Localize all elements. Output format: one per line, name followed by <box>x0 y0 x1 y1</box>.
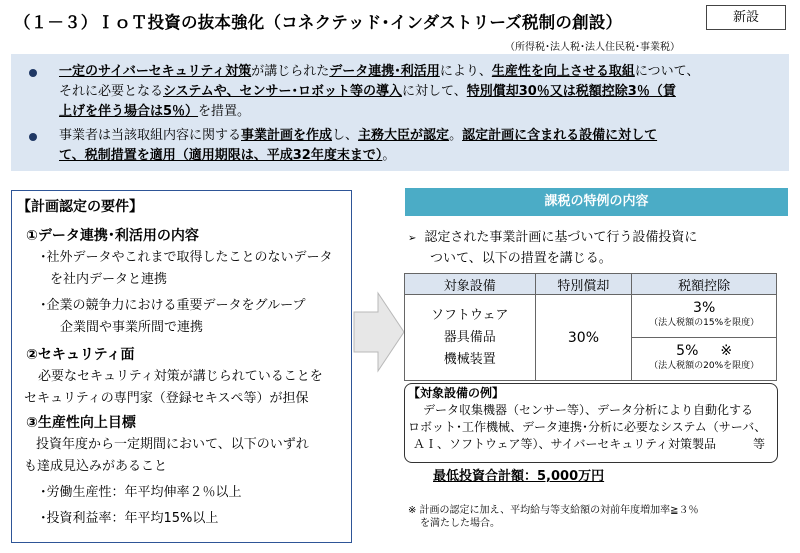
depreciation-cell: 30% <box>535 295 632 381</box>
body-text: に対して、 <box>401 84 467 99</box>
new-badge: 新設 <box>706 5 786 30</box>
requirement-text: ･投資利益率：年平均15%以上 <box>40 511 219 526</box>
body-text: それに必要となる <box>59 84 164 99</box>
emphasis-text: 特別償却30％又は税額控除3％（賃 <box>466 84 676 99</box>
bullet-icon <box>29 69 37 77</box>
examples-line: ロボット･工作機械、データ連携･分析に必要なシステム（サーバ、 <box>408 420 767 434</box>
equipment-item: 機械装置 <box>443 351 496 367</box>
body-text: を措置。 <box>198 104 251 119</box>
equipment-item: 器具備品 <box>443 329 496 345</box>
credit-limit-note: （法人税額の20%を限度） <box>649 361 760 371</box>
body-text: 事業者は当該取組内容に関する <box>59 128 242 143</box>
emphasis-text: データ連携･利活用 <box>329 64 440 79</box>
credit-limit-note: （法人税額の15%を限度） <box>649 318 760 328</box>
tax-measures-table <box>404 273 777 381</box>
requirement-text: を社内データと連携 <box>50 272 168 287</box>
body-text: 。 <box>382 148 396 163</box>
applicable-taxes: （所得税･法人税･法人住民税･事業税） <box>505 42 680 53</box>
requirement-text: ･労働生産性：年平均伸率２％以上 <box>40 485 242 500</box>
page-title: （１－３）ＩｏＴ投資の抜本強化（コネクテッド･インダストリーズ税制の創設） <box>14 13 623 32</box>
intro-line: ついて、以下の措置を講じる。 <box>430 251 612 266</box>
requirement-text: も達成見込みがあること <box>24 459 168 474</box>
emphasis-text: 生産性を向上させる取組 <box>491 64 635 79</box>
table-row <box>405 295 777 338</box>
requirement-heading: ①データ連携･利活用の内容 <box>26 228 199 244</box>
intro-line: 認定された事業計画に基づいて行う設備投資に <box>424 230 698 245</box>
examples-etc: 等 <box>753 437 766 451</box>
requirement-text: ･社外データやこれまで取得したことのないデータ <box>40 250 333 265</box>
body-text: が講じられた <box>251 64 330 79</box>
requirement-text: ･企業の競争力における重要データをグループ <box>40 298 306 313</box>
emphasis-text: システムや、センサー･ロボット等の導入 <box>163 84 402 99</box>
summary-item-1 <box>29 62 781 122</box>
right-arrow-icon <box>352 290 406 374</box>
table-header-row <box>405 274 777 295</box>
bullet-icon <box>29 133 37 141</box>
table-header: 対象設備 <box>405 274 536 295</box>
examples-line: ＡＩ、ソフトウェア等）、サイバーセキュリティ対策製品 <box>413 437 717 451</box>
special-tax-band: 課税の特例の内容 <box>405 188 788 216</box>
intro-text <box>408 228 780 269</box>
body-text: により、 <box>439 64 492 79</box>
examples-box <box>404 383 778 463</box>
table-header: 税額控除 <box>632 274 777 295</box>
requirements-box <box>11 190 352 543</box>
examples-line: データ収集機器（センサー等）、データ分析により自動化する <box>423 403 754 417</box>
table-header: 特別償却 <box>535 274 632 295</box>
credit-rate: 3% <box>693 300 716 316</box>
requirement-heading: ③生産性向上目標 <box>26 415 136 431</box>
requirements-title: 【計画認定の要件】 <box>17 199 143 215</box>
footnote-line: ※ 計画の認定に加え、平均給与等支給額の対前年度増加率≧３％ <box>408 505 699 516</box>
emphasis-text: て、税制措置を適用（適用期限は、平成32年度末まで） <box>59 148 383 163</box>
body-text: について、 <box>634 64 700 79</box>
summary-panel <box>11 54 789 171</box>
pointer-icon: ➢ <box>408 233 417 244</box>
footnote-line: を満たした場合。 <box>420 518 500 529</box>
requirement-heading: ②セキュリティ面 <box>26 347 135 363</box>
requirement-text: 投資年度から一定期間において、以下のいずれ <box>36 437 309 452</box>
credit-cell <box>632 295 777 338</box>
emphasis-text: 認定計画に含まれる設備に対して <box>462 128 658 143</box>
summary-item-2 <box>29 126 781 166</box>
examples-title: 【対象設備の例】 <box>408 386 505 400</box>
emphasis-text: 一定のサイバーセキュリティ対策 <box>59 64 252 79</box>
requirement-text: 企業間や事業所間で連携 <box>60 320 204 335</box>
requirement-text: 必要なセキュリティ対策が講じられていることを <box>38 369 323 384</box>
footnote <box>408 504 699 530</box>
equipment-item: ソフトウェア <box>431 307 509 323</box>
requirement-text: セキュリティの専門家（登録セキスペ等）が担保 <box>24 391 309 406</box>
equipment-cell <box>405 295 536 381</box>
emphasis-text: 事業計画を作成 <box>241 128 333 143</box>
emphasis-text: 主務大臣が認定 <box>358 128 450 143</box>
body-text: 。 <box>449 128 463 143</box>
footnote-mark: ※ <box>720 343 733 359</box>
credit-rate: 5% <box>676 343 699 359</box>
credit-cell <box>632 338 777 381</box>
body-text: し、 <box>332 128 359 143</box>
minimum-investment: 最低投資合計額：5,000万円 <box>433 469 605 484</box>
emphasis-text: 上げを伴う場合は5％） <box>59 104 199 119</box>
